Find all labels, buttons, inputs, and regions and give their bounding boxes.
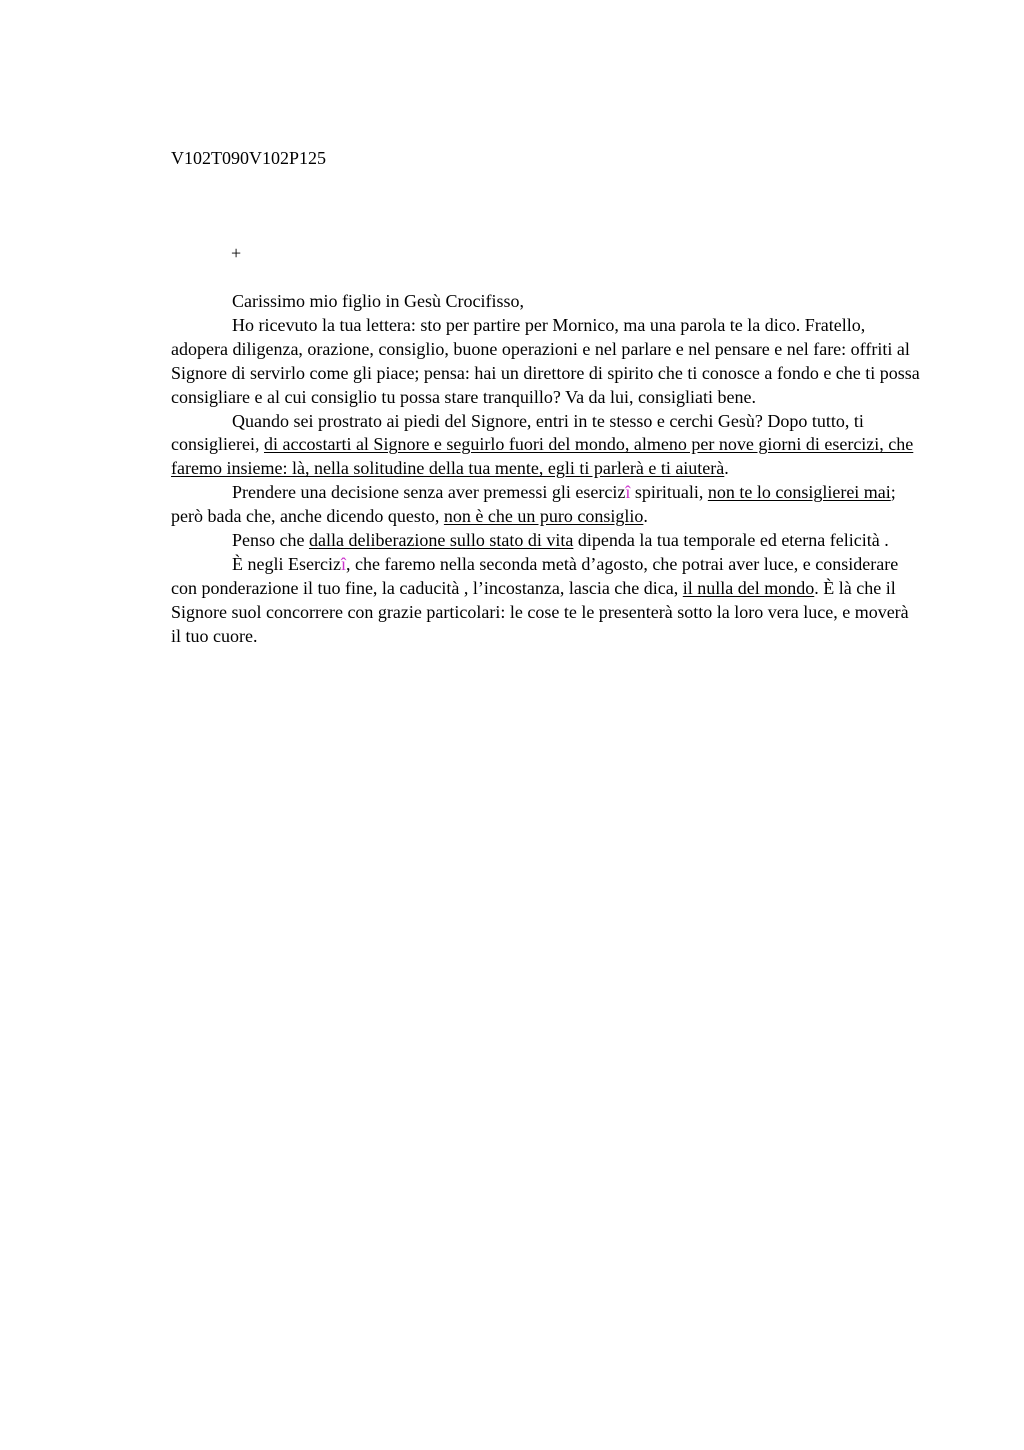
paragraph-5-end: . È là che il Signore suol concorrere con grazie particolari: le cose te le presenterà sotto la loro vera luce, e moverà il tuo cuore. xyxy=(171,577,909,646)
paragraph-3-combined-hidden xyxy=(0,0,1,1)
paragraph-4 xyxy=(171,529,923,553)
salutation: Carissimo mio figlio in Gesù Crocifisso, xyxy=(232,291,524,311)
paragraph-5-underlined: il nulla del mondo xyxy=(682,577,815,598)
paragraph-1: Ho ricevuto la tua lettera: sto per partire per Mornico, ma una parola te la dico. Fratello, adopera diligenza, orazione, consiglio, buone operazioni e nel parlare e nel pensare e nel fare: offriti al Signore di servirlo come gli piace; pensa: hai un direttore di spirito che ti conosce a fondo e che ti possa consigliare e al cui consiglio tu possa stare tranquillo? Va da lui, consigliati bene. xyxy=(171,314,920,407)
paragraph-5-text: È negli Eserciz xyxy=(232,553,341,574)
paragraph-5-mark: î xyxy=(340,553,346,574)
paragraph-3-text-d: ; però bada che, anche dicendo questo, xyxy=(171,482,896,527)
paragraph-3-underlined-1: non te lo consiglierei mai xyxy=(707,482,891,503)
cross-symbol: + xyxy=(231,243,242,263)
paragraph-5 xyxy=(171,553,923,649)
paragraph-2-text: Quando sei prostrato ai piedi del Signore, entri in te stesso e cerchi Gesù? Dopo tutto, ti consiglierei, xyxy=(171,410,864,455)
paragraph-3-end: . xyxy=(643,506,648,527)
letter-body xyxy=(171,290,923,649)
paragraph-3-text-b: spirituali, xyxy=(630,482,708,503)
document-id: V102T090V102P125 xyxy=(171,148,327,168)
paragraph-4-underlined: dalla deliberazione sullo stato di vita xyxy=(308,530,574,551)
paragraph-5-text-b: , che faremo nella seconda metà d’agosto, che potrai aver luce, e considerare con ponderazione il tuo fine, la caducità , l’incostanza, lascia che dica, xyxy=(171,553,899,598)
paragraph-3-underlined-2: non è che un puro consiglio xyxy=(443,506,644,527)
paragraph-3-mark: î xyxy=(625,482,631,503)
paragraph-2-underlined: di accostarti al Signore e seguirlo fuori del mondo, almeno per nove giorni di esercizi, che faremo insieme: là, nella solitudine della tua mente, egli ti parlerà e ti aiuterà xyxy=(171,434,914,479)
paragraph-3-text: Prendere una decisione senza aver premessi gli eserciz xyxy=(232,482,626,503)
paragraph-2 xyxy=(171,410,923,482)
paragraph-4-end: dipenda la tua temporale ed eterna felicità . xyxy=(573,530,889,551)
paragraph-2-end: . xyxy=(724,458,729,479)
paragraph-4-text: Penso che xyxy=(232,530,309,551)
paragraph-3 xyxy=(171,481,923,529)
